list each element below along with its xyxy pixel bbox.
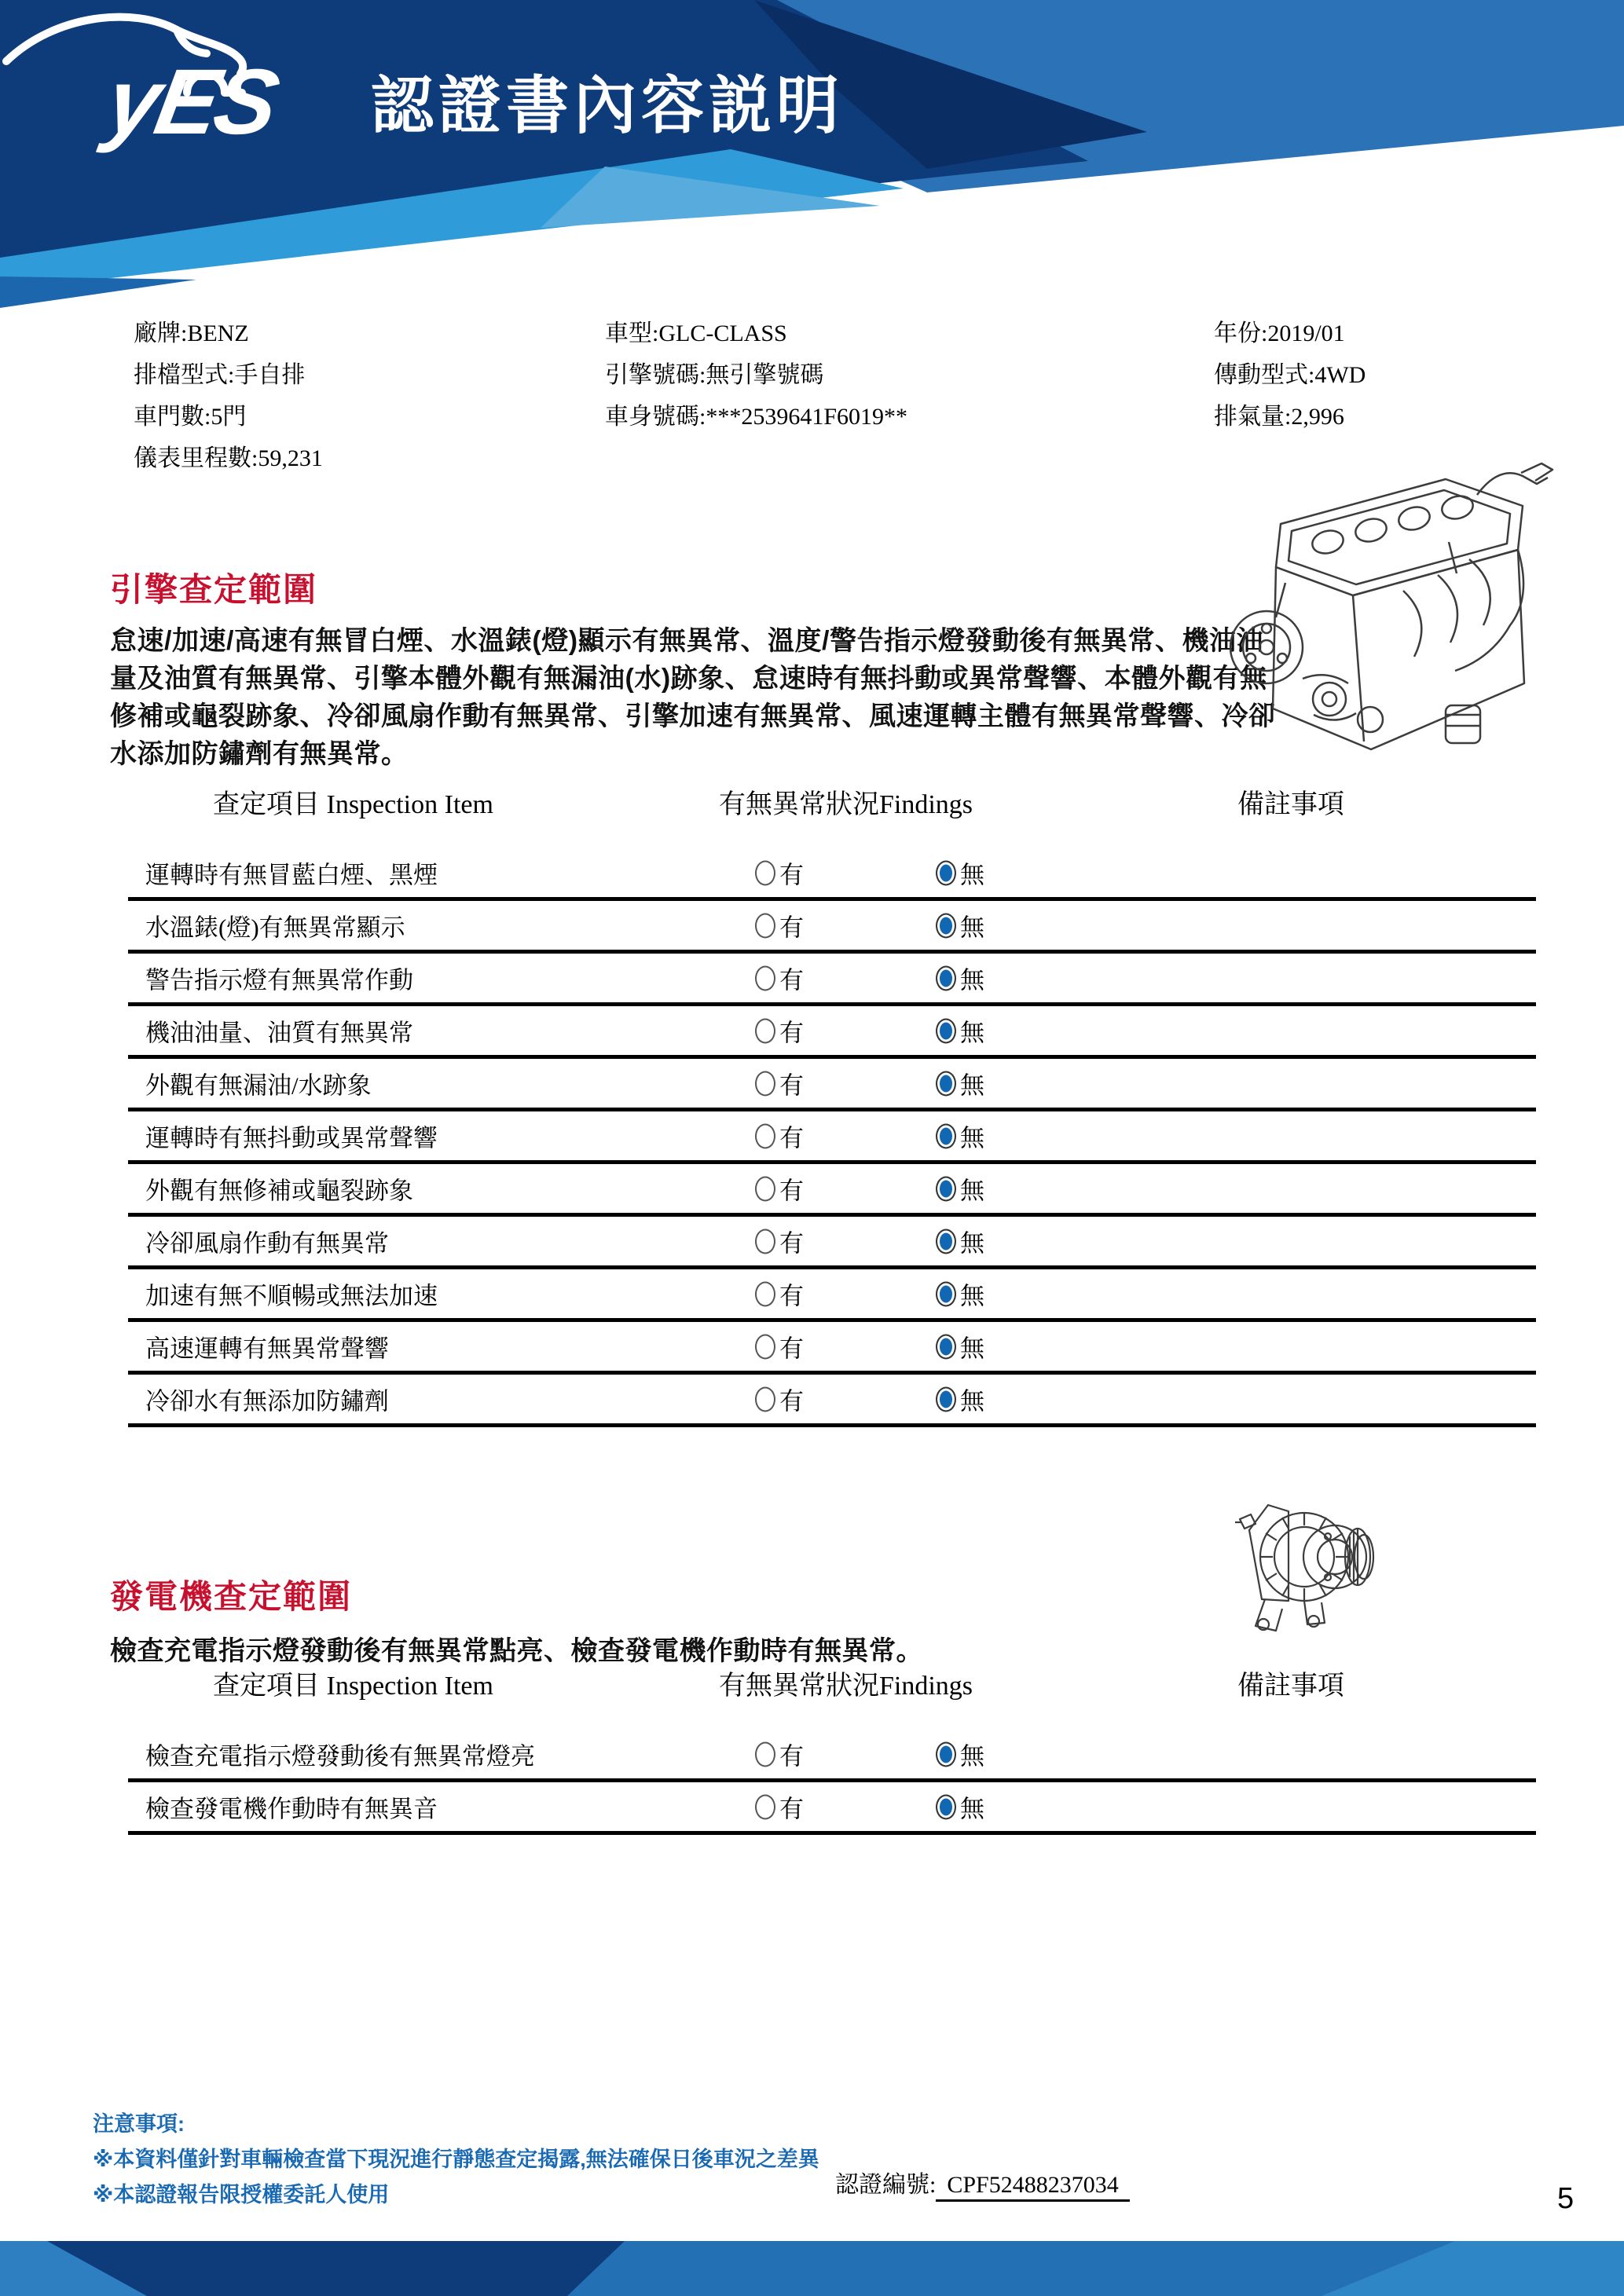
radio-yes-label: 有: [779, 1177, 804, 1205]
certificate-number-label: 認證編號:: [835, 2172, 937, 2198]
table-row: [128, 1164, 1536, 1217]
engine-table-header: [128, 782, 1536, 818]
radio-yes[interactable]: [755, 1224, 804, 1259]
radio-yes-label: 有: [779, 1387, 804, 1415]
col-header-findings: 有無異常狀況Findings: [719, 790, 973, 819]
radio-yes-label: 有: [779, 966, 804, 994]
col-header-item: 查定項目 Inspection Item: [213, 1672, 493, 1701]
radio-yes[interactable]: [755, 855, 804, 891]
table-row: [128, 848, 1536, 901]
page-header: [0, 0, 1624, 330]
radio-yes-label: 有: [779, 914, 804, 942]
col-header-remarks: 備註事項: [1237, 1672, 1344, 1701]
inspection-item-label: 警告指示燈有無異常作動: [145, 966, 413, 994]
info-engine-number: 引擎號碼:無引擎號碼: [605, 362, 824, 388]
engine-illustration: [1210, 449, 1564, 767]
radio-unchecked-icon[interactable]: [755, 1018, 775, 1043]
radio-yes[interactable]: [755, 1171, 804, 1207]
table-row: [128, 1375, 1536, 1427]
radio-yes[interactable]: [755, 1066, 804, 1101]
radio-no-selected[interactable]: [936, 908, 984, 943]
info-transmission-type: 排檔型式:手自排: [134, 362, 306, 388]
vehicle-info-column-1: [134, 313, 323, 479]
radio-yes-label: 有: [779, 1019, 804, 1047]
radio-no-label: 無: [960, 1019, 984, 1047]
info-displacement: 排氣量:2,996: [1214, 404, 1344, 430]
radio-yes[interactable]: [755, 1382, 804, 1417]
info-model: 車型:GLC-CLASS: [605, 320, 787, 346]
radio-no-selected[interactable]: [936, 1171, 984, 1207]
generator-table-header: [128, 1664, 1536, 1700]
radio-no-selected[interactable]: [936, 1066, 984, 1101]
footer-banner-graphic: [0, 2241, 1624, 2296]
info-brand: 廠牌:BENZ: [134, 320, 249, 346]
inspection-item-label: 運轉時有無抖動或異常聲響: [145, 1124, 438, 1152]
radio-no-label: 無: [960, 1124, 984, 1152]
generator-table: [128, 1664, 1536, 1823]
radio-unchecked-icon[interactable]: [755, 1071, 775, 1096]
info-drivetrain: 傳動型式:4WD: [1214, 362, 1366, 388]
inspection-item-label: 外觀有無漏油/水跡象: [145, 1071, 372, 1100]
radio-yes[interactable]: [755, 1789, 804, 1825]
radio-yes-label: 有: [779, 1282, 804, 1310]
radio-checked-icon[interactable]: [936, 1071, 956, 1096]
notice-block: [93, 2107, 819, 2213]
radio-checked-icon[interactable]: [936, 1386, 956, 1412]
radio-no-selected[interactable]: [936, 855, 984, 891]
radio-unchecked-icon[interactable]: [755, 1741, 775, 1767]
certificate-number-row: [835, 2165, 1130, 2199]
info-door-count: 車門數:5門: [134, 404, 247, 430]
notice-title: 注意事項:: [93, 2112, 185, 2136]
radio-yes-label: 有: [779, 861, 804, 889]
radio-checked-icon[interactable]: [936, 1281, 956, 1306]
vehicle-info-column-2: [605, 313, 907, 438]
vehicle-info-column-3: [1214, 313, 1366, 438]
yes-logo: yES: [99, 50, 284, 154]
inspection-item-label: 水溫錶(燈)有無異常顯示: [145, 914, 405, 942]
table-row: [128, 1269, 1536, 1322]
inspection-item-label: 運轉時有無冒藍白煙、黑煙: [145, 861, 438, 889]
radio-yes[interactable]: [755, 1013, 804, 1049]
radio-no-label: 無: [960, 1335, 984, 1363]
car-outline-icon: [0, 0, 259, 141]
radio-unchecked-icon[interactable]: [755, 1386, 775, 1412]
radio-no-label: 無: [960, 1742, 984, 1771]
radio-yes[interactable]: [755, 961, 804, 996]
inspection-item-label: 高速運轉有無異常聲響: [145, 1335, 389, 1363]
table-row: [128, 954, 1536, 1006]
table-row: [128, 1730, 1536, 1782]
radio-yes[interactable]: [755, 1119, 804, 1154]
table-row: [128, 1217, 1536, 1269]
radio-no-label: 無: [960, 914, 984, 942]
radio-checked-icon[interactable]: [936, 965, 956, 991]
table-row: [128, 1059, 1536, 1111]
notice-line: ※本認證報告限授權委託人使用: [93, 2183, 390, 2206]
radio-yes-label: 有: [779, 1124, 804, 1152]
table-row: [128, 1782, 1536, 1835]
table-row: [128, 1322, 1536, 1375]
engine-section-description: 怠速/加速/高速有無冒白煙、水溫錶(燈)顯示有無異常、溫度/警告指示燈發動後有無異常、機油油量及油質有無異常、引擎本體外觀有無漏油(水)跡象、怠速時有無抖動或異常聲響、本體外觀有無修補或龜裂跡象、冷卻風扇作動有無異常、引擎加速有無異常、風速運轉主體有無異常聲響、冷卻水添加防鏽劑有無異常。: [110, 626, 1276, 769]
radio-checked-icon[interactable]: [936, 1123, 956, 1148]
radio-yes[interactable]: [755, 1276, 804, 1312]
radio-yes-label: 有: [779, 1071, 804, 1100]
radio-unchecked-icon[interactable]: [755, 1334, 775, 1359]
radio-no-label: 無: [960, 861, 984, 889]
inspection-item-label: 冷卻風扇作動有無異常: [145, 1229, 389, 1258]
radio-unchecked-icon[interactable]: [755, 1123, 775, 1148]
info-vin: 車身號碼:***2539641F6019**: [605, 404, 908, 430]
radio-checked-icon[interactable]: [936, 1741, 956, 1767]
alternator-illustration: [1232, 1481, 1389, 1639]
radio-checked-icon[interactable]: [936, 1794, 956, 1819]
radio-yes-label: 有: [779, 1335, 804, 1363]
radio-checked-icon[interactable]: [936, 1018, 956, 1043]
radio-unchecked-icon[interactable]: [755, 1176, 775, 1201]
radio-checked-icon[interactable]: [936, 1229, 956, 1254]
radio-no-selected[interactable]: [936, 1119, 984, 1154]
radio-no-label: 無: [960, 1229, 984, 1258]
table-row: [128, 901, 1536, 954]
radio-no-selected[interactable]: [936, 1382, 984, 1417]
radio-checked-icon[interactable]: [936, 1334, 956, 1359]
inspection-item-label: 冷卻水有無添加防鏽劑: [145, 1387, 389, 1415]
radio-unchecked-icon[interactable]: [755, 965, 775, 991]
radio-no-label: 無: [960, 1795, 984, 1823]
table-row: [128, 1111, 1536, 1164]
info-odometer: 儀表里程數:59,231: [134, 445, 323, 471]
info-year: 年份:2019/01: [1214, 320, 1345, 346]
inspection-item-label: 外觀有無修補或龜裂跡象: [145, 1177, 413, 1205]
radio-no-selected[interactable]: [936, 1329, 984, 1364]
table-row: [128, 1006, 1536, 1059]
inspection-item-label: 加速有無不順暢或無法加速: [145, 1282, 438, 1310]
radio-no-selected[interactable]: [936, 961, 984, 996]
radio-no-selected[interactable]: [936, 1789, 984, 1825]
radio-unchecked-icon[interactable]: [755, 1281, 775, 1306]
radio-yes[interactable]: [755, 1737, 804, 1772]
radio-no-label: 無: [960, 1177, 984, 1205]
radio-no-label: 無: [960, 1071, 984, 1100]
generator-section-description: 檢查充電指示燈發動後有無異常點亮、檢查發電機作動時有無異常。: [110, 1636, 923, 1666]
page-number: 5: [1557, 2182, 1575, 2215]
radio-no-label: 無: [960, 1387, 984, 1415]
radio-unchecked-icon[interactable]: [755, 860, 775, 885]
radio-no-selected[interactable]: [936, 1276, 984, 1312]
inspection-item-label: 檢查充電指示燈發動後有無異常燈亮: [145, 1742, 535, 1771]
engine-table-rows: [128, 848, 1536, 1427]
radio-no-selected[interactable]: [936, 1224, 984, 1259]
radio-no-label: 無: [960, 966, 984, 994]
radio-no-label: 無: [960, 1282, 984, 1310]
radio-checked-icon[interactable]: [936, 913, 956, 938]
radio-no-selected[interactable]: [936, 1013, 984, 1049]
col-header-remarks: 備註事項: [1237, 790, 1344, 819]
radio-checked-icon[interactable]: [936, 1176, 956, 1201]
radio-unchecked-icon[interactable]: [755, 1229, 775, 1254]
col-header-findings: 有無異常狀況Findings: [719, 1672, 973, 1701]
generator-section-title: 發電機查定範圍: [110, 1578, 353, 1615]
radio-checked-icon[interactable]: [936, 860, 956, 885]
radio-yes[interactable]: [755, 908, 804, 943]
radio-yes[interactable]: [755, 1329, 804, 1364]
engine-section-title: 引擎查定範圍: [110, 571, 318, 608]
notice-line: ※本資料僅針對車輛檢查當下現況進行靜態查定揭露,無法確保日後車況之差異: [93, 2148, 819, 2171]
page-title: 認證書內容説明: [371, 71, 844, 141]
radio-yes-label: 有: [779, 1742, 804, 1771]
radio-no-selected[interactable]: [936, 1737, 984, 1772]
radio-unchecked-icon[interactable]: [755, 913, 775, 938]
radio-yes-label: 有: [779, 1795, 804, 1823]
inspection-item-label: 檢查發電機作動時有無異音: [145, 1795, 438, 1823]
certificate-number-value: CPF52488237034: [936, 2172, 1129, 2202]
radio-unchecked-icon[interactable]: [755, 1794, 775, 1819]
generator-table-rows: [128, 1730, 1536, 1835]
engine-table: [128, 782, 1536, 1415]
col-header-item: 查定項目 Inspection Item: [213, 790, 493, 819]
radio-yes-label: 有: [779, 1229, 804, 1258]
inspection-item-label: 機油油量、油質有無異常: [145, 1019, 413, 1047]
